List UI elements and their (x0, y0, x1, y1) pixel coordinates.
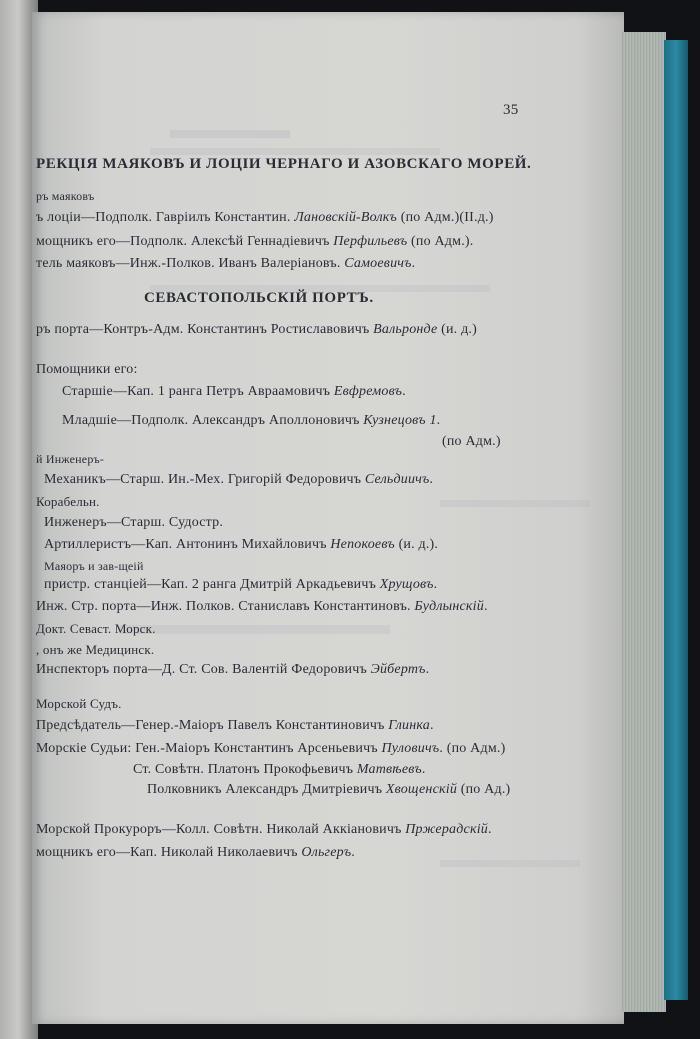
text-line: тель маяковъ—Инж.-Полков. Иванъ Валеріановъ. Самоевичъ. (36, 256, 416, 271)
text-line: (по Адм.) (442, 434, 501, 449)
text-line: й Инженеръ- (36, 452, 105, 466)
text-line: Предсѣдатель—Генер.-Маіоръ Павелъ Константиновичъ Глинка. (36, 718, 434, 733)
text-line: Младшіе—Подполк. Александръ Аполлоновичъ Кузнецовъ 1. (62, 413, 441, 428)
text-line: Инженеръ—Старш. Судостр. (44, 515, 224, 530)
show-through-mark (170, 130, 290, 138)
text-line: Морской Прокуроръ—Колл. Совѣтн. Николай Аккіановичъ Пржерадскій. (36, 822, 492, 837)
show-through-mark (150, 148, 440, 155)
page-number: 35 (503, 102, 519, 118)
show-through-mark (440, 860, 580, 867)
text-line: ъ лоціи—Подполк. Гавріилъ Константин. Лановскій-Волкъ (по Адм.)(II.д.) (36, 210, 494, 225)
text-line: Инспекторъ порта—Д. Ст. Сов. Валентій Федоровичъ Эйбертъ. (36, 662, 430, 677)
text-line: Докт. Севаст. Морск. (36, 621, 156, 636)
text-line: ръ маяковъ (36, 189, 95, 203)
text-line: Корабельн. (36, 494, 100, 509)
text-line: Полковникъ Александръ Дмитріевичъ Хвощенскій (по Ад.) (147, 782, 511, 797)
text-line: Механикъ—Старш. Ин.-Мех. Григорій Федоровичъ Сельдиичъ. (44, 472, 434, 487)
text-line: Морскіе Судьи: Ген.-Маіоръ Константинъ Арсеньевичъ Пуловичъ. (по Адм.) (36, 741, 506, 756)
page-fore-edge (622, 32, 666, 1012)
text-line: Артиллеристъ—Кап. Антонинъ Михайловичъ Непокоевъ (и. д.). (44, 537, 439, 552)
text-line: Маяоръ и зав-щеій (44, 559, 144, 573)
text-line: Морской Судъ. (36, 696, 122, 711)
text-line: Ст. Совѣтн. Платонъ Прокофьевичъ Матвѣевъ. (133, 762, 426, 777)
text-line: мощникъ его—Кап. Николай Николаевичъ Ольгеръ. (36, 845, 355, 860)
text-line: Инж. Стр. порта—Инж. Полков. Станиславъ Константиновъ. Будлынскій. (36, 599, 488, 614)
section-heading-lighthouse: РЕКЦІЯ МАЯКОВЪ И ЛОЦІИ ЧЕРНАГО И АЗОВСКАГО МОРЕЙ. (36, 156, 532, 172)
show-through-mark (440, 500, 590, 507)
text-line: ръ порта—Контръ-Адм. Константинъ Ростиславовичъ Вальронде (и. д.) (36, 322, 477, 337)
book-cover-edge (664, 40, 688, 1000)
text-line: Помощники его: (36, 362, 138, 377)
section-heading-sevastopol: СЕВАСТОПОЛЬСКІЙ ПОРТЪ. (144, 290, 374, 306)
text-line: мощникъ его—Подполк. Алексѣй Геннадіевичъ Перфильевъ (по Адм.). (36, 234, 474, 249)
show-through-mark (120, 625, 390, 634)
text-line: Старшіе—Кап. 1 ранга Петръ Авраамовичъ Евфремовъ. (62, 384, 406, 399)
text-line: , онъ же Медицинск. (36, 642, 155, 657)
text-line: пристр. станціей—Кап. 2 ранга Дмитрій Аркадьевичъ Хрущовъ. (44, 577, 438, 592)
